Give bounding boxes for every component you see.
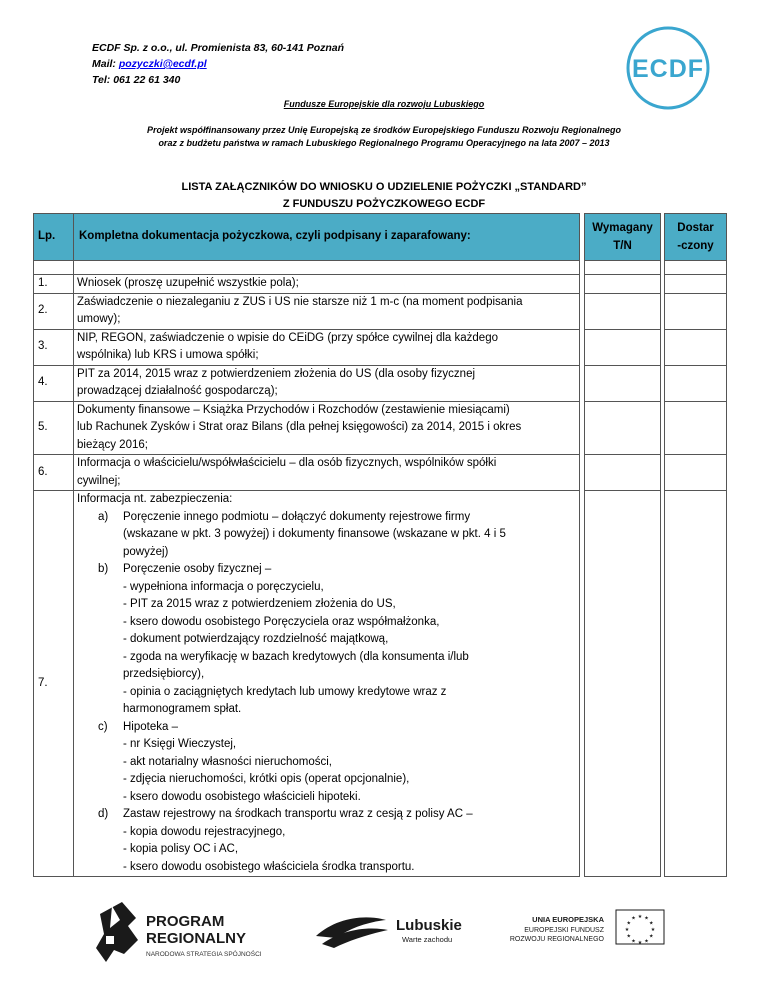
svg-text:★: ★ [631,915,636,922]
svg-text:★: ★ [650,927,656,933]
required-cell[interactable] [585,455,661,491]
mail-link[interactable]: pozyczki@ecdf.pl [118,58,207,70]
delivered-cell[interactable] [665,365,727,401]
svg-text:★: ★ [624,927,630,933]
svg-text:ROZWOJU REGIONALNEGO: ROZWOJU REGIONALNEGO [509,936,604,943]
program-regionalny-logo [96,902,262,962]
svg-text:★: ★ [637,914,643,920]
attachments-table [33,213,727,877]
company-header [92,40,344,88]
col-delivered-header: Dostar -czony [665,214,727,261]
required-cell[interactable] [585,275,661,294]
project-info: Projekt współfinansowany przez Unię Europejską ze środków Europejskiego Funduszu Rozwoju Regionalnego oraz z budżetu państwa w ramach Lubuskiego Regionalnego Programu Operacyjnego na lata 2007 – 2013 [146,125,622,148]
svg-text:REGIONALNY: REGIONALNY [146,930,247,947]
svg-text:★: ★ [626,920,631,927]
svg-text:UNIA EUROPEJSKA: UNIA EUROPEJSKA [532,915,604,924]
delivered-cell[interactable] [665,401,727,455]
company-tel: Tel: 061 22 61 340 [92,74,181,86]
eu-text [510,915,605,943]
delivered-cell[interactable] [665,293,727,329]
col-lp-header: Lp. [34,214,74,261]
svg-text:★: ★ [626,933,631,940]
delivered-cell[interactable] [665,455,727,491]
lubuskie-logo [316,917,462,948]
table-row: 1. Wniosek (proszę uzupełnić wszystkie pola); [34,275,727,294]
footer-logos [0,896,768,976]
delivered-cell[interactable] [665,491,727,877]
svg-text:NARODOWA STRATEGIA SPÓJNOŚCI: NARODOWA STRATEGIA SPÓJNOŚCI [146,951,262,958]
table-row: 3. NIP, REGON, zaświadczenie o wpisie do CEiDG (przy spółce cywilnej dla każdego wspólnika) lub KRS i umowa spółki; [34,329,727,365]
table-row: 5. Dokumenty finansowe – Książka Przychodów i Rozchodów (zestawienie miesiącami) lub Rachunek Zysków i Strat oraz Bilans (dla pełnej księgowości) za 2014, 2015 i okres bieżący 2016; [34,401,727,455]
delivered-cell[interactable] [665,275,727,294]
svg-text:★: ★ [637,940,643,946]
subtitle: Fundusze Europejskie dla rozwoju Lubuskiego [283,99,485,109]
svg-text:ECDF: ECDF [631,55,705,83]
required-cell[interactable] [585,365,661,401]
svg-text:★: ★ [644,915,649,922]
delivered-cell[interactable] [665,329,727,365]
company-mail: Mail: pozyczki@ecdf.pl [92,58,207,70]
required-cell[interactable] [585,401,661,455]
table-row: 4. PIT za 2014, 2015 wraz z potwierdzeniem złożenia do US (dla osoby fizycznej prowadzącej działalność gospodarczą); [34,365,727,401]
required-cell[interactable] [585,491,661,877]
company-address: ECDF Sp. z o.o., ul. Promienista 83, 60-141 Poznań [92,42,345,54]
security-info: Informacja nt. zabezpieczenia: a) Poręczenie innego podmiotu – dołączyć dokumenty rejestrowe firmy (wskazane w pkt. 3 powyżej) i dokumenty finansowe (wskazane w pkt. 4 i 5 powyżej) b) Poręczenie osoby fizycznej – - wypełniona informacja o poręczycielu, - PIT za 2015 wraz z potwierdzeniem złożenia do US, - ksero dowodu osobistego Poręczyciela oraz współmałżonka, - dokument potwierdzający rozdzielność majątkową, - zgoda na weryfikację w bazach kredytowych (dla konsumenta i/lub przedsiębiorcy), - opinia o zaciągniętych kredytach lub umowy kredytowe wraz z harmonogramem spłat. c) Hipoteka – - nr Księgi Wieczystej, - akt notarialny własności nieruchomości, - zdjęcia nieruchomości, krótki opis (operat opcjonalnie), - ksero dowodu osobistego właścicieli hipoteki. d) Zastaw rejestrowy na środkach transportu wraz z cesją z polisy AC – - kopia dowodu rejestracyjnego, - kopia polisy OC i AC, - ksero dowodu osobistego właściciela środka transportu. [74,491,580,877]
svg-text:★: ★ [649,920,654,927]
required-cell[interactable] [585,329,661,365]
table-row: 6. Informacja o właścicielu/współwłaścicielu – dla osób fizycznych, wspólników spółki cywilnej; [34,455,727,491]
col-doc-header: Kompletna dokumentacja pożyczkowa, czyli podpisany i zaparafowany: [74,214,580,261]
svg-text:Lubuskie: Lubuskie [396,917,462,934]
table-row: 2. Zaświadczenie o niezaleganiu z ZUS i US nie starsze niż 1 m-c (na moment podpisania umowy); [34,293,727,329]
svg-text:★: ★ [649,933,654,940]
document-title: LISTA ZAŁĄCZNIKÓW DO WNIOSKU O UDZIELENIE POŻYCZKI „STANDARD” Z FUNDUSZU POŻYCZKOWEGO ECDF [181,181,587,210]
svg-text:★: ★ [644,938,649,945]
svg-text:PROGRAM: PROGRAM [146,913,225,930]
required-cell[interactable] [585,293,661,329]
svg-text:Warte zachodu: Warte zachodu [402,935,453,944]
table-header-row [34,214,727,261]
svg-text:EUROPEJSKI FUNDUSZ: EUROPEJSKI FUNDUSZ [524,927,604,934]
svg-text:★: ★ [631,938,636,945]
eu-flag-icon [616,910,664,946]
table-row: 7. Informacja nt. zabezpieczenia: a) Poręczenie innego podmiotu – dołączyć dokumenty rejestrowe firmy (wskazane w pkt. 3 powyżej) i dokumenty finansowe (wskazane w pkt. 4 i 5 powyżej) b) Poręczenie osoby fizycznej – - wypełniona informacja o poręczycielu, - PIT za 2015 wraz z potwierdzeniem złożenia do US, - ksero dowodu osobistego Poręczyciela oraz współmałżonka, - dokument potwierdzający rozdzielność majątkową, - zgoda na weryfikację w bazach kredytowych (dla konsumenta i/lub przedsiębiorcy), - opinia o zaciągniętych kredytach lub umowy kredytowe wraz z harmonogramem spłat. c) Hipoteka – - nr Księgi Wieczystej, - akt notarialny własności nieruchomości, - zdjęcia nieruchomości, krótki opis (operat opcjonalnie), - ksero dowodu osobistego właścicieli hipoteki. d) Zastaw rejestrowy na środkach transportu wraz z cesją z polisy AC – - kopia dowodu rejestracyjnego, - kopia polisy OC i AC, - ksero dowodu osobistego właściciela środka transportu. [34,491,727,877]
col-required-header: Wymagany T/N [585,214,661,261]
